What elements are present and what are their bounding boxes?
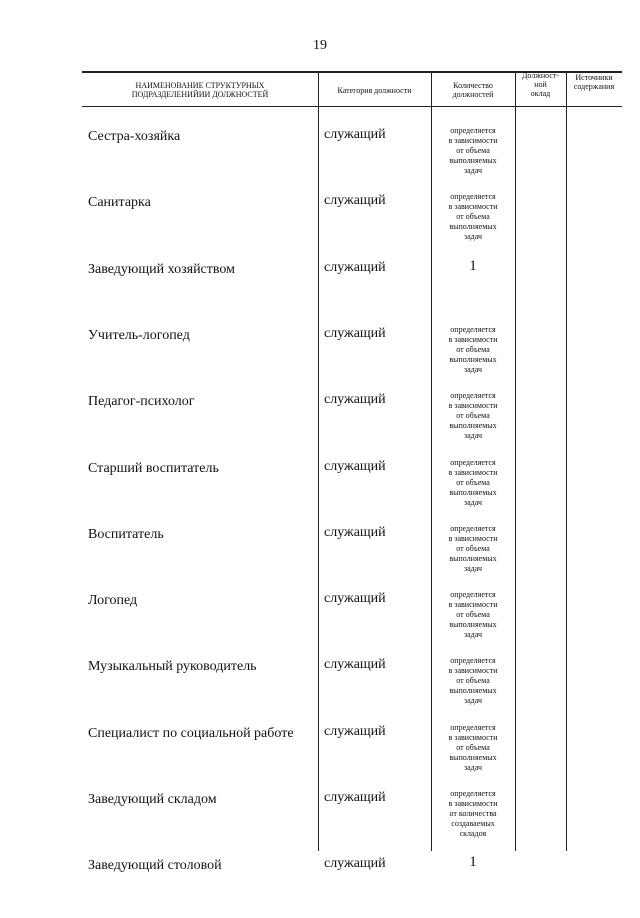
table-row bbox=[82, 789, 622, 852]
table-row bbox=[82, 524, 622, 587]
position-count-line: задач bbox=[463, 696, 483, 705]
staff-table bbox=[82, 71, 622, 873]
position-count-line: от объема bbox=[456, 345, 490, 354]
position-count-line: выполняемых bbox=[449, 753, 497, 762]
position-count bbox=[433, 126, 513, 176]
position-count-line: задач bbox=[463, 431, 483, 440]
position-count-line: от количества bbox=[449, 809, 497, 818]
position-name: Санитарка bbox=[88, 195, 151, 210]
position-count bbox=[433, 590, 513, 640]
position-count bbox=[433, 656, 513, 706]
position-count-line: выполняемых bbox=[449, 156, 497, 165]
position-count-line: определяется bbox=[450, 126, 496, 135]
position-count bbox=[433, 325, 513, 375]
position-count-line: задач bbox=[463, 166, 483, 175]
header-category: Категория должности bbox=[337, 85, 412, 95]
position-name: Заведующий складом bbox=[88, 792, 217, 807]
position-count-line: в зависимости bbox=[448, 202, 498, 211]
header-salary: Должност- ной оклад bbox=[521, 71, 560, 98]
position-count-line: определяется bbox=[450, 192, 496, 201]
position-count-line: в зависимости bbox=[448, 666, 498, 675]
position-count bbox=[433, 192, 513, 242]
table-header-rule bbox=[82, 106, 622, 107]
table-row bbox=[82, 458, 622, 521]
header-sources: Источники содержания bbox=[573, 73, 615, 91]
position-count-line: от объема bbox=[456, 676, 490, 685]
position-count bbox=[433, 723, 513, 773]
position-count bbox=[433, 258, 513, 274]
position-name: Специалист по социальной работе bbox=[88, 726, 294, 741]
position-count-line: от объема bbox=[456, 743, 490, 752]
position-category: служащий bbox=[324, 657, 386, 672]
position-count-line: складов bbox=[459, 829, 487, 838]
position-category: служащий bbox=[324, 591, 386, 606]
position-count-line: в зависимости bbox=[448, 799, 498, 808]
table-row bbox=[82, 325, 622, 388]
position-count-line: в зависимости bbox=[448, 534, 498, 543]
table-row bbox=[82, 391, 622, 454]
position-category: служащий bbox=[324, 392, 386, 407]
position-count-line: определяется bbox=[450, 656, 496, 665]
position-count-line: задач bbox=[463, 365, 483, 374]
position-name: Музыкальный руководитель bbox=[88, 659, 257, 674]
position-name: Логопед bbox=[88, 593, 138, 608]
position-count-line: выполняемых bbox=[449, 620, 497, 629]
position-name: Заведующий столовой bbox=[88, 858, 222, 873]
table-row bbox=[82, 656, 622, 719]
table-row bbox=[82, 723, 622, 786]
position-category: служащий bbox=[324, 790, 386, 805]
position-count-line: 1 bbox=[469, 258, 477, 274]
position-count-line: от объема bbox=[456, 212, 490, 221]
position-count-line: определяется bbox=[450, 458, 496, 467]
position-category: служащий bbox=[324, 260, 386, 275]
position-category: служащий bbox=[324, 724, 386, 739]
position-count-line: от объема bbox=[456, 411, 490, 420]
position-count-line: в зависимости bbox=[448, 401, 498, 410]
position-name: Заведующий хозяйством bbox=[88, 262, 235, 277]
table-row bbox=[82, 590, 622, 653]
table-row bbox=[82, 126, 622, 189]
position-name: Учитель-логопед bbox=[88, 328, 190, 343]
position-count-line: в зависимости bbox=[448, 335, 498, 344]
position-name: Педагог-психолог bbox=[88, 394, 195, 409]
position-name: Старший воспитатель bbox=[88, 461, 219, 476]
page-number: 19 bbox=[313, 38, 327, 53]
table-row bbox=[82, 854, 622, 918]
position-count-line: в зависимости bbox=[448, 136, 498, 145]
position-count-line: задач bbox=[463, 763, 483, 772]
position-category: служащий bbox=[324, 525, 386, 540]
position-count-line: от объема bbox=[456, 610, 490, 619]
position-count-line: в зависимости bbox=[448, 468, 498, 477]
position-count-line: определяется bbox=[450, 590, 496, 599]
position-count-line: в зависимости bbox=[448, 733, 498, 742]
position-count bbox=[433, 458, 513, 508]
table-row bbox=[82, 192, 622, 255]
header-count: Количество должностей bbox=[452, 81, 494, 99]
position-category: служащий bbox=[324, 856, 386, 871]
position-count bbox=[433, 391, 513, 441]
position-count-line: задач bbox=[463, 564, 483, 573]
position-count-line: выполняемых bbox=[449, 355, 497, 364]
table-row bbox=[82, 258, 622, 322]
position-count bbox=[433, 524, 513, 574]
position-count-line: определяется bbox=[450, 325, 496, 334]
position-count-line: выполняемых bbox=[449, 421, 497, 430]
position-category: служащий bbox=[324, 193, 386, 208]
position-count-line: создаваемых bbox=[451, 819, 495, 828]
position-count-line: выполняемых bbox=[449, 554, 497, 563]
position-count-line: определяется bbox=[450, 391, 496, 400]
position-count-line: определяется bbox=[450, 524, 496, 533]
position-count-line: от объема bbox=[456, 478, 490, 487]
position-count-line: 1 bbox=[469, 854, 477, 870]
position-count-line: выполняемых bbox=[449, 488, 497, 497]
position-name: Сестра-хозяйка bbox=[88, 129, 181, 144]
position-count bbox=[433, 854, 513, 870]
position-category: служащий bbox=[324, 127, 386, 142]
position-count-line: от объема bbox=[456, 146, 490, 155]
position-category: служащий bbox=[324, 459, 386, 474]
position-name: Воспитатель bbox=[88, 527, 164, 542]
position-count-line: от объема bbox=[456, 544, 490, 553]
position-count bbox=[433, 789, 513, 839]
header-name: НАИМЕНОВАНИЕ СТРУКТУРНЫХ ПОДРАЗДЕЛЕНИЙИИ ДОЛЖНОСТЕЙ bbox=[131, 81, 269, 99]
position-count-line: задач bbox=[463, 498, 483, 507]
position-count-line: задач bbox=[463, 232, 483, 241]
position-count-line: задач bbox=[463, 630, 483, 639]
position-count-line: определяется bbox=[450, 723, 496, 732]
position-count-line: в зависимости bbox=[448, 600, 498, 609]
position-count-line: выполняемых bbox=[449, 222, 497, 231]
position-category: служащий bbox=[324, 326, 386, 341]
position-count-line: выполняемых bbox=[449, 686, 497, 695]
position-count-line: определяется bbox=[450, 789, 496, 798]
